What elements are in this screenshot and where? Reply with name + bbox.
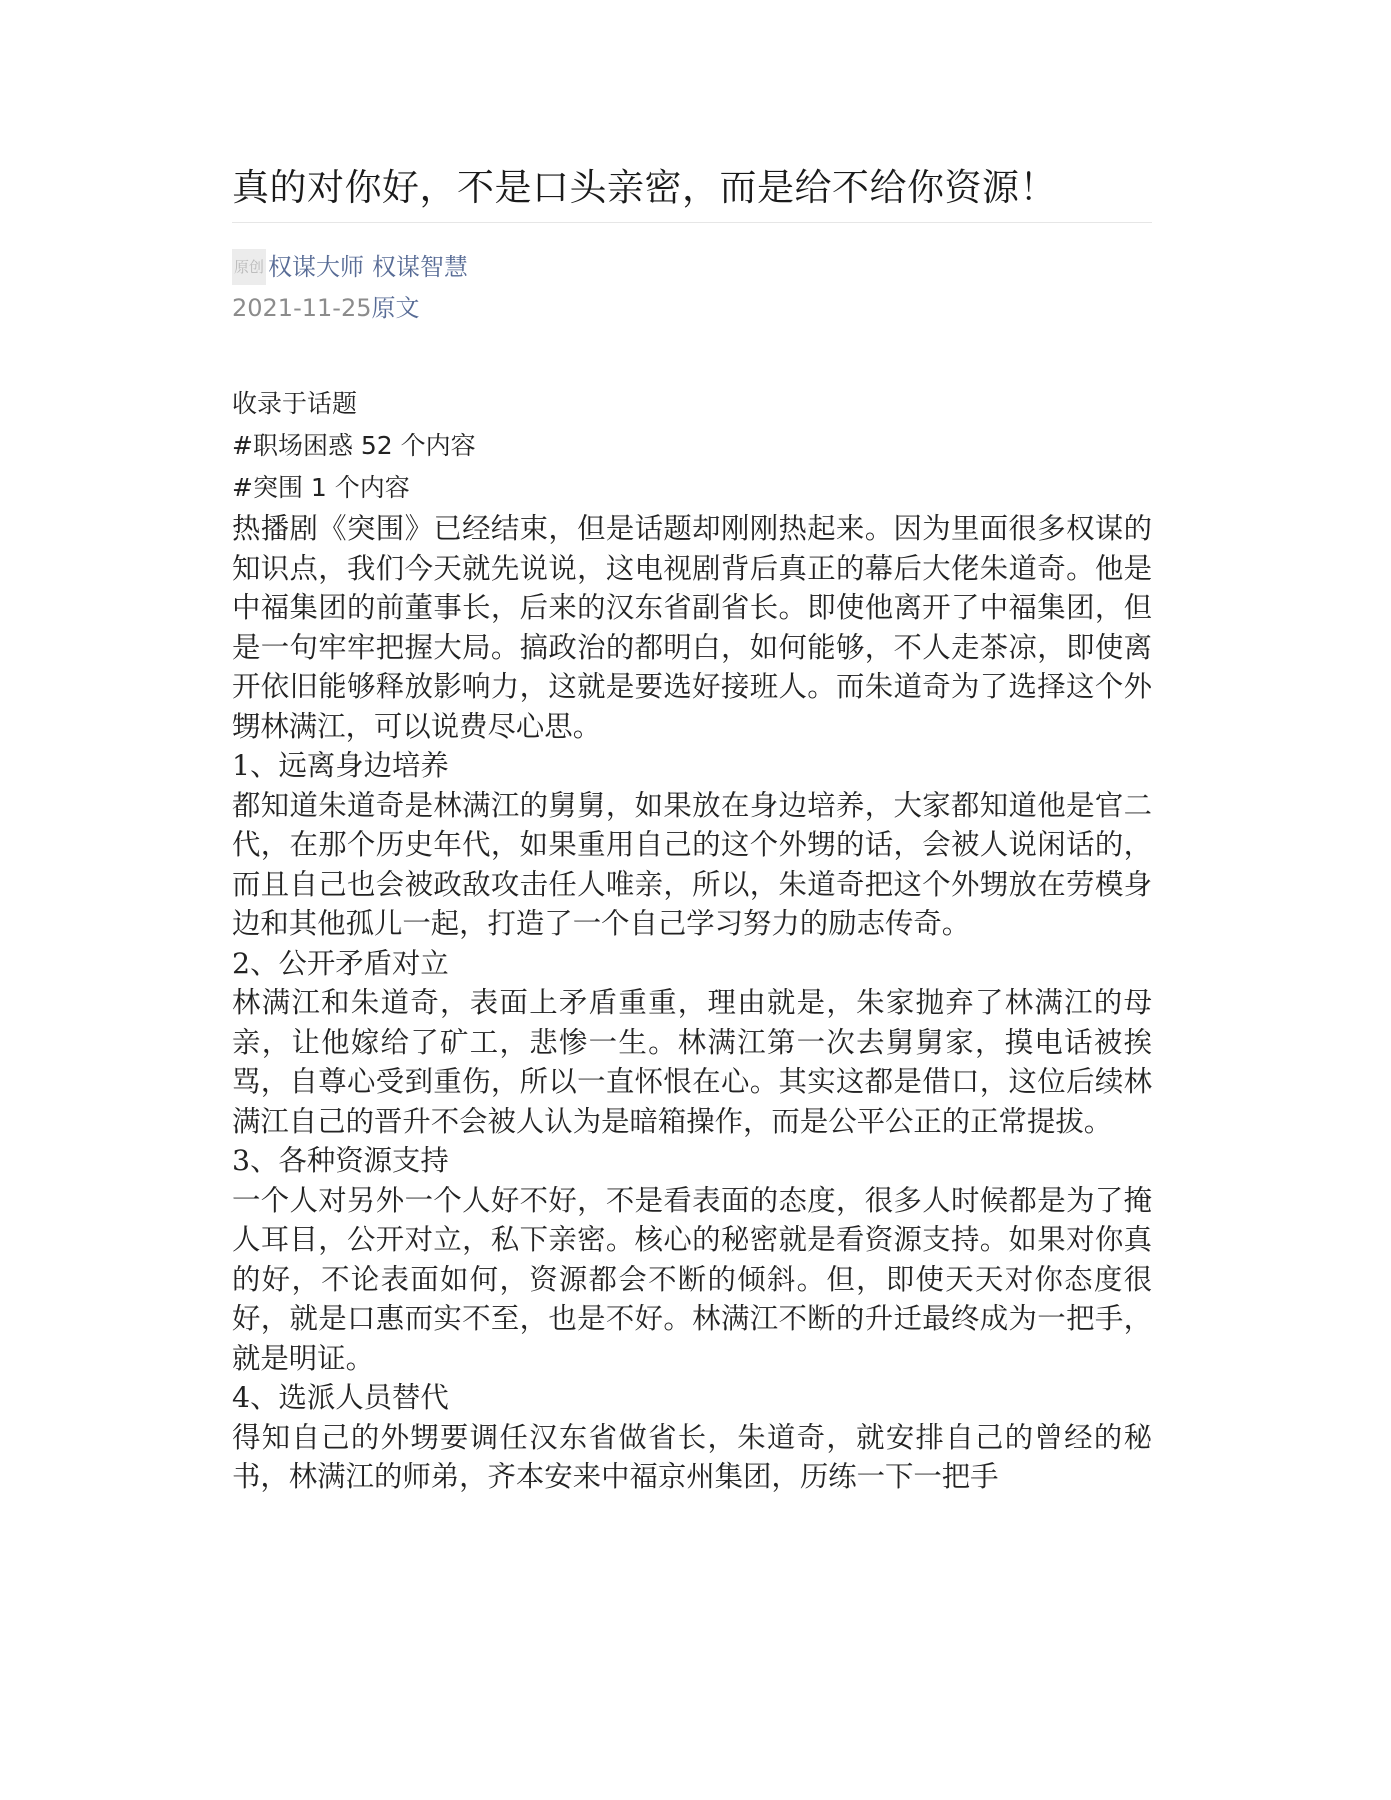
article-meta <box>232 249 1152 285</box>
section-heading: 1、远离身边培养 <box>232 749 449 782</box>
section-text: 林满江和朱道奇，表面上矛盾重重，理由就是，朱家抛弃了林满江的母亲，让他嫁给了矿工，悲惨一生。林满江第一次去舅舅家，摸电话被挨骂，自尊心受到重伤，所以一直怀恨在心。其实这都是借口，这位后续林满江自己的晋升不会被人认为是暗箱操作，而是公平公正的正常提拔。 <box>232 986 1152 1138</box>
topics-label: 收录于话题 <box>232 389 358 418</box>
section-text: 得知自己的外甥要调任汉东省做省长，朱道奇，就安排自己的曾经的秘书，林满江的师弟，齐本安来中福京州集团，历练一下一把手 <box>232 1420 1152 1493</box>
section-heading: 3、各种资源支持 <box>232 1144 449 1177</box>
topic-tag-breakout[interactable]: #突围 1 个内容 <box>232 473 410 502</box>
original-article-link[interactable]: 原文 <box>371 294 420 322</box>
section-text: 都知道朱道奇是林满江的舅舅，如果放在身边培养，大家都知道他是官二代，在那个历史年代，如果重用自己的这个外甥的话，会被人说闲话的，而且自己也会被政敌攻击任人唯亲，所以，朱道奇把这个外甥放在劳模身边和其他孤儿一起，打造了一个自己学习努力的励志传奇。 <box>232 788 1152 940</box>
original-badge: 原创 <box>232 249 266 285</box>
title-divider <box>232 222 1152 223</box>
topic-tag-career[interactable]: #职场困惑 52 个内容 <box>232 431 476 460</box>
date-row <box>232 291 1152 325</box>
article-body <box>232 509 1152 1497</box>
topics-block <box>232 383 1152 509</box>
section-text: 一个人对另外一个人好不好，不是看表面的态度，很多人时候都是为了掩人耳目，公开对立，私下亲密。核心的秘密就是看资源支持。如果对你真的好，不论表面如何，资源都会不断的倾斜。但，即使天天对你态度很好，就是口惠而实不至，也是不好。林满江不断的升迁最终成为一把手，就是明证。 <box>232 1183 1152 1375</box>
account-link[interactable]: 权谋智慧 <box>372 253 469 281</box>
section-heading: 2、公开矛盾对立 <box>232 946 449 980</box>
article-container <box>232 160 1152 1497</box>
intro-paragraph: 热播剧《突围》已经结束，但是话题却刚刚热起来。因为里面很多权谋的知识点，我们今天就先说说，这电视剧背后真正的幕后大佬朱道奇。他是中福集团的前董事长，后来的汉东省副省长。即使他离开了中福集团，但是一句牢牢把握大局。搞政治的都明白，如何能够，不人走茶凉，即使离开依旧能够释放影响力，这就是要选好接班人。而朱道奇为了选择这个外甥林满江，可以说费尽心思。 <box>232 512 1152 743</box>
section-heading: 4、选派人员替代 <box>232 1381 449 1414</box>
author-link[interactable]: 权谋大师 <box>268 253 365 281</box>
article-title: 真的对你好，不是口头亲密，而是给不给你资源！ <box>232 166 1057 209</box>
publish-date: 2021-11-25 <box>232 294 372 322</box>
